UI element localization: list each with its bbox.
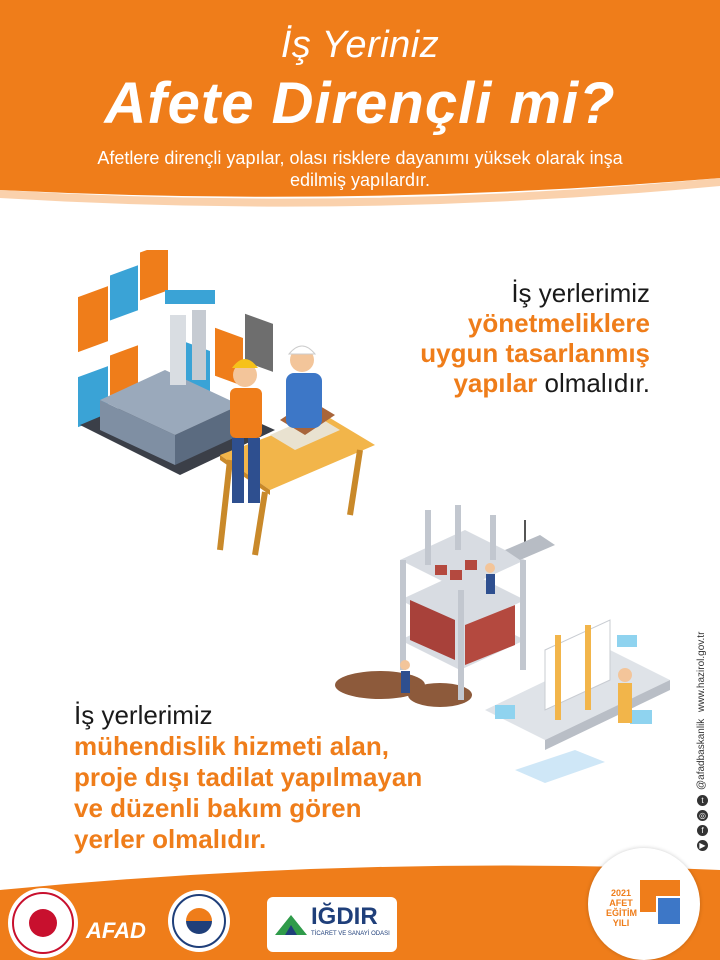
block2-line5: yerler olmalıdır.	[74, 824, 267, 854]
badge-line2: EĞİTİM	[606, 908, 637, 918]
twitter-icon[interactable]: t	[697, 795, 708, 806]
facebook-icon[interactable]: f	[697, 825, 708, 836]
side-social-strip	[694, 630, 714, 850]
website-link[interactable]: www.hazirol.gov.tr	[696, 631, 707, 712]
block1-line4-bold: yapılar	[453, 368, 538, 398]
block2-line4: ve düzenli bakım gören	[74, 793, 362, 823]
header-banner	[0, 0, 720, 215]
block2-line3: proje dışı tadilat yapılmayan	[74, 762, 423, 792]
block1-line3: uygun tasarlanmış	[420, 338, 650, 368]
badge-line3: YILI	[612, 918, 630, 928]
afad-logo-text: AFAD	[86, 918, 146, 943]
tobb-logo	[168, 890, 230, 952]
text-block-design-regulations	[420, 278, 650, 398]
badge-graphic-icon	[636, 872, 684, 932]
header-subtitle: Afetlere dirençli yapılar, olası risklere dayanımı yüksek olarak inşa edilmiş yapılardır.	[97, 148, 623, 190]
header-title-line2: Afete Dirençli mi?	[104, 71, 616, 136]
block2-line1: İş yerlerimiz	[74, 700, 213, 730]
youtube-icon[interactable]: ▶	[697, 840, 708, 851]
header-title-line1: İş Yeriniz	[280, 24, 440, 66]
block2-line2: mühendislik hizmeti alan,	[74, 731, 389, 761]
block1-line4-rest: olmalıdır.	[537, 368, 650, 398]
ministry-logo	[8, 888, 78, 958]
block1-line1: İş yerlerimiz	[511, 278, 650, 308]
badge-line1: AFET	[609, 898, 633, 908]
text-block-engineering-maintenance	[74, 700, 422, 855]
instagram-icon[interactable]: ◎	[697, 810, 708, 821]
igdir-chamber-logo	[267, 897, 397, 952]
social-handle[interactable]: @afadbaskanlik	[696, 718, 707, 790]
block1-line2: yönetmeliklere	[467, 308, 650, 338]
igdir-name: IĞDIR	[311, 903, 378, 930]
disaster-education-year-badge	[588, 848, 700, 960]
mountain-icon	[273, 907, 309, 943]
badge-year: 2021	[610, 888, 632, 898]
igdir-subtitle: TİCARET VE SANAYİ ODASI	[311, 931, 390, 937]
